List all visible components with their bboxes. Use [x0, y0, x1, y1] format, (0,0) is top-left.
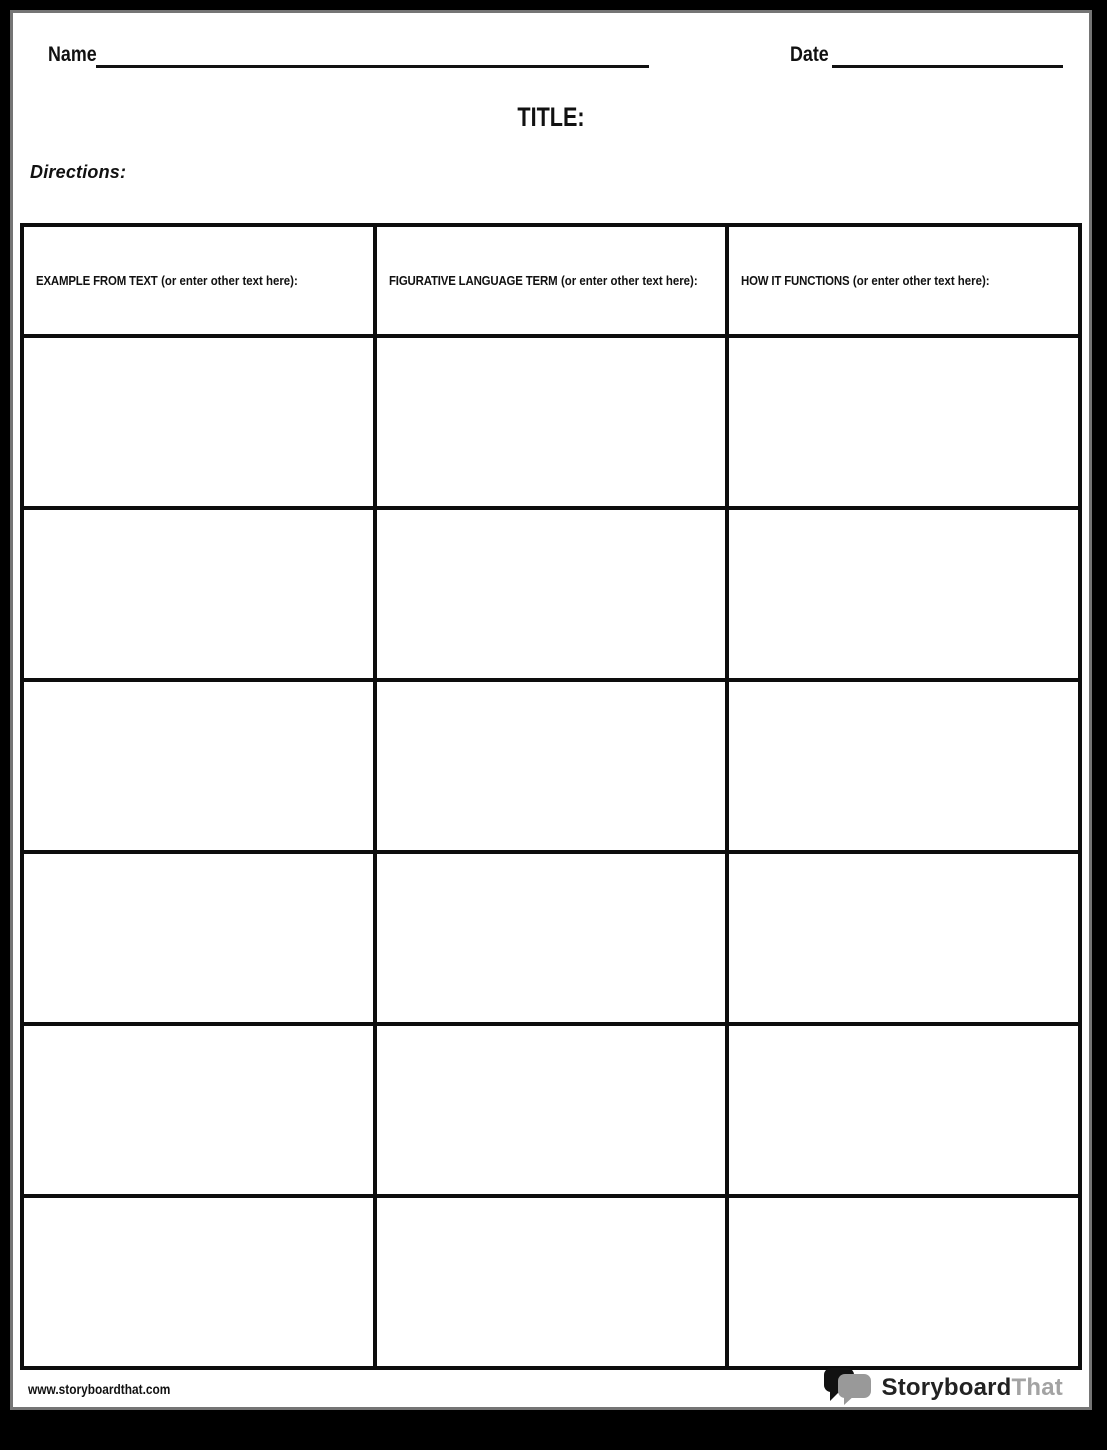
table-body — [22, 336, 1080, 1368]
website-url: www.storyboardthat.com — [28, 1381, 171, 1397]
figurative-language-term-cell[interactable] — [375, 852, 728, 1024]
table-row — [22, 508, 1080, 680]
name-label: Name — [48, 43, 97, 66]
example-from-text-cell[interactable] — [22, 1024, 375, 1196]
name-input-line[interactable] — [96, 65, 649, 68]
table-row — [22, 852, 1080, 1024]
storyboardthat-logo — [823, 1369, 1063, 1407]
example-from-text-cell[interactable] — [22, 852, 375, 1024]
how-it-functions-cell[interactable] — [727, 336, 1080, 508]
table-header-row — [22, 225, 1080, 336]
speech-bubbles-icon — [823, 1367, 875, 1410]
figurative-language-term-cell[interactable] — [375, 680, 728, 852]
column-header-figurative-language-term: FIGURATIVE LANGUAGE TERM (or enter other text here): — [375, 225, 728, 336]
table-row — [22, 336, 1080, 508]
example-from-text-cell[interactable] — [22, 508, 375, 680]
logo-text: StoryboardThat — [881, 1374, 1063, 1401]
how-it-functions-cell[interactable] — [727, 1196, 1080, 1368]
how-it-functions-cell[interactable] — [727, 680, 1080, 852]
column-header-how-it-functions: HOW IT FUNCTIONS (or enter other text here): — [727, 225, 1080, 336]
how-it-functions-cell[interactable] — [727, 852, 1080, 1024]
figurative-language-table — [20, 223, 1082, 1370]
figurative-language-term-cell[interactable] — [375, 336, 728, 508]
example-from-text-cell[interactable] — [22, 680, 375, 852]
example-from-text-cell[interactable] — [22, 1196, 375, 1368]
directions-label: Directions: — [30, 162, 127, 182]
page-title: TITLE: — [517, 102, 585, 132]
worksheet-page — [10, 10, 1092, 1410]
date-input-line[interactable] — [832, 65, 1063, 68]
column-header-example-from-text: EXAMPLE FROM TEXT (or enter other text here): — [22, 225, 375, 336]
table-row — [22, 1024, 1080, 1196]
figurative-language-term-cell[interactable] — [375, 1196, 728, 1368]
how-it-functions-cell[interactable] — [727, 1024, 1080, 1196]
example-from-text-cell[interactable] — [22, 336, 375, 508]
figurative-language-term-cell[interactable] — [375, 1024, 728, 1196]
table-row — [22, 1196, 1080, 1368]
how-it-functions-cell[interactable] — [727, 508, 1080, 680]
date-label: Date — [790, 43, 829, 66]
figurative-language-term-cell[interactable] — [375, 508, 728, 680]
table-row — [22, 680, 1080, 852]
